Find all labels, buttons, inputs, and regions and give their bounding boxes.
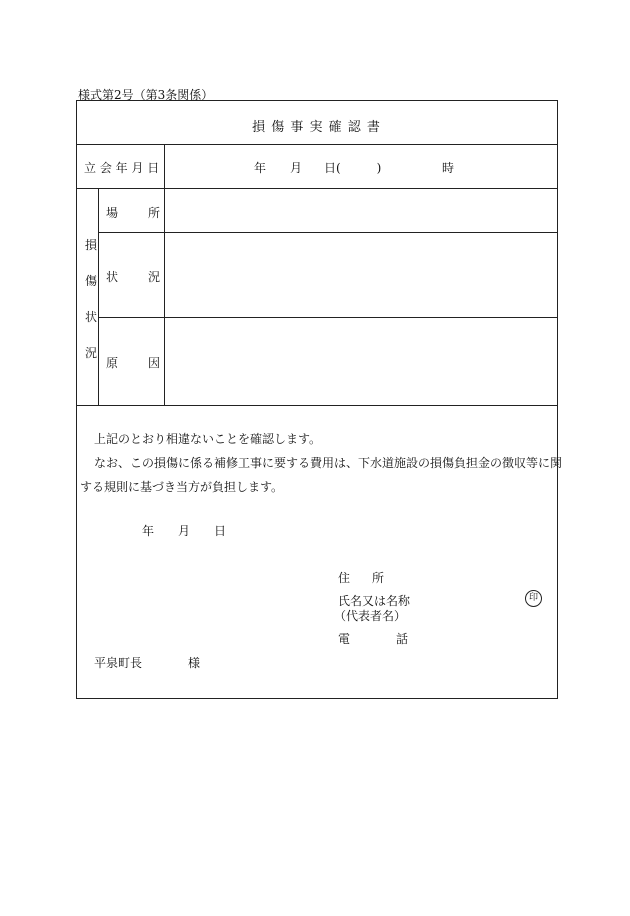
- sign-year: 年: [142, 524, 155, 538]
- cause-label-char2: 因: [148, 356, 161, 370]
- form-title: 損 傷 事 実 確 認 書: [252, 120, 381, 135]
- damage-section-label-char: 損: [84, 238, 97, 252]
- form-number: 様式第2号（第3条関係）: [78, 88, 214, 102]
- place-label-char1: 場: [106, 206, 119, 220]
- witness-hour: 時: [442, 161, 455, 175]
- witness-day-weekday: 日( ): [324, 161, 382, 175]
- witness-date-label: 立 会 年 月 日: [84, 161, 160, 175]
- statement-line-3: する規則に基づき当方が負担します。: [80, 480, 284, 494]
- recipient-name: 平泉町長: [94, 656, 143, 670]
- cause-field[interactable]: [165, 318, 556, 405]
- damage-section-label-char: 況: [84, 346, 97, 360]
- rule-table-bottom: [76, 405, 557, 406]
- name-label: 氏名又は名称: [338, 594, 411, 608]
- status-label-char1: 状: [106, 270, 119, 284]
- recipient-honorific: 様: [188, 656, 201, 670]
- witness-year: 年: [254, 161, 267, 175]
- statement-line-1: 上記のとおり相違ないことを確認します。: [94, 432, 322, 446]
- phone-label-char2: 話: [396, 632, 409, 646]
- status-label-char2: 況: [148, 270, 161, 284]
- phone-label-char1: 電: [338, 632, 351, 646]
- sign-day: 日: [214, 524, 227, 538]
- address-label-char2: 所: [372, 571, 385, 585]
- place-label-char2: 所: [148, 206, 161, 220]
- sign-month: 月: [178, 524, 191, 538]
- damage-section-label-char: 傷: [84, 274, 97, 288]
- place-field[interactable]: [165, 189, 556, 232]
- statement-line-2: なお、この損傷に係る補修工事に要する費用は、下水道施設の損傷負担金の徴収等に関: [94, 456, 563, 470]
- rule-title-bottom: [76, 144, 557, 145]
- address-label-char1: 住: [338, 571, 351, 585]
- representative-label: （代表者名）: [334, 609, 407, 623]
- rule-section-column: [98, 188, 99, 405]
- witness-month: 月: [290, 161, 303, 175]
- status-field[interactable]: [165, 233, 556, 317]
- damage-section-label-char: 状: [84, 310, 97, 324]
- seal-mark: 印: [525, 590, 542, 607]
- cause-label-char1: 原: [106, 356, 119, 370]
